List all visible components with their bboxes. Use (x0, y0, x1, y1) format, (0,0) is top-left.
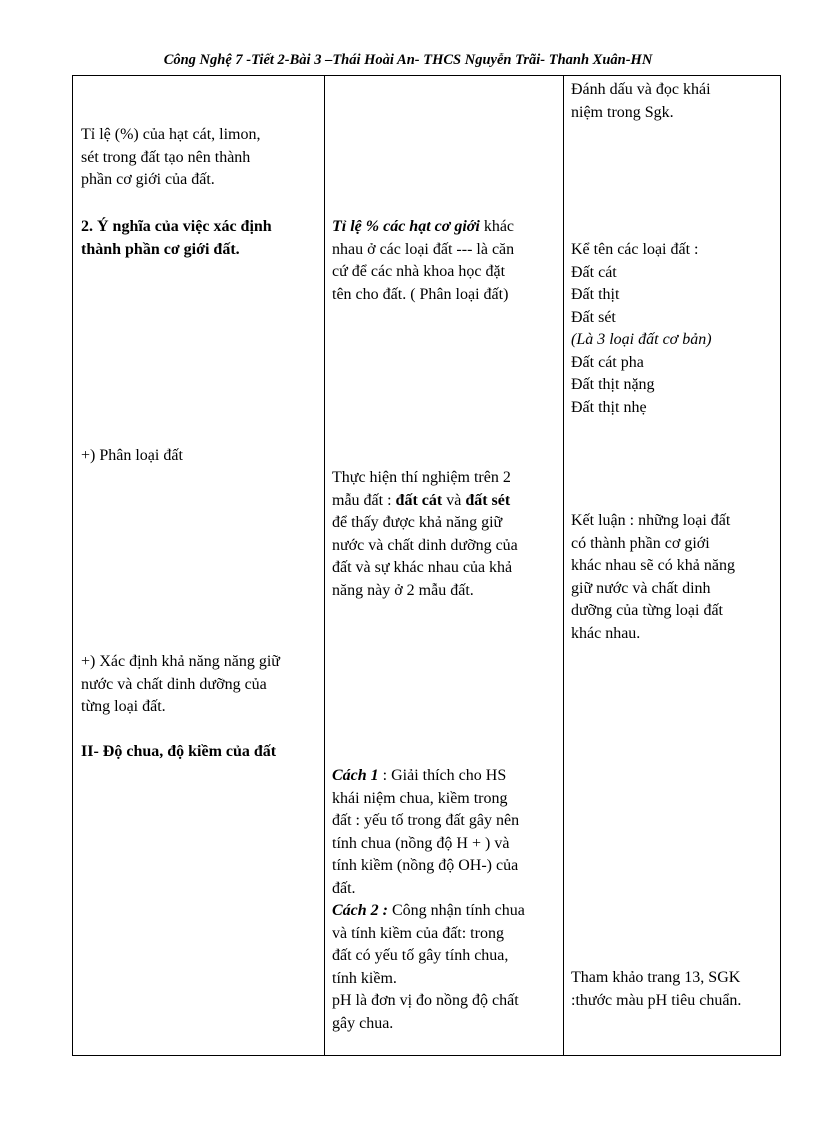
list-item: Đất sét (571, 308, 616, 326)
ratio-text: Tỉ lệ (%) của hạt cát, limon, sét trong đất tạo nên thành phần cơ giới của đất. (81, 126, 261, 188)
capacity-item: +) Xác định khả năng năng giữ nước và chất dinh dưỡng của từng loại đất. (81, 653, 280, 715)
list-item: Đất thịt (571, 286, 620, 303)
column-divider-2 (563, 76, 564, 1055)
page-header: Công Nghệ 7 -Tiết 2-Bài 3 –Thái Hoài An- THCS Nguyễn Trãi- Thanh Xuân-HN (163, 52, 653, 68)
ratio-bold-term: Tỉ lệ % các hạt cơ giới (332, 218, 480, 235)
ratio-explanation: Tỉ lệ % các hạt cơ giới khác nhau ở các loại đất --- là căn cứ để các nhà khoa học đặt tên cho đất. ( Phân loại đất) (332, 218, 515, 303)
reference-text: Tham khảo trang 13, SGK :thước màu pH tiêu chuẩn. (571, 969, 742, 1009)
lesson-table (72, 75, 781, 1056)
column-divider-1 (324, 76, 325, 1055)
mark-concept-text: Đánh dấu và đọc khái niệm trong Sgk. (571, 81, 711, 121)
list-item: Đất cát pha (571, 353, 644, 371)
section-2-title: 2. Ý nghĩa của việc xác định thành phần cơ giới đất. (81, 218, 272, 258)
experiment-text: Thực hiện thí nghiệm trên 2 mẫu đất : đất cát và đất sét để thấy được khả năng giữ nước và chất dinh dưỡng của đất và sự khác nhau của khả năng này ở 2 mẫu đất. (332, 469, 518, 599)
method-1-label: Cách 1 (332, 767, 379, 784)
soil-types-list: Kể tên các loại đất : Đất cát Đất thịt Đất sét (Là 3 loại đất cơ bản) Đất cát pha Đất thịt nặng Đất thịt nhẹ (571, 239, 777, 419)
basic-soils-note: (Là 3 loại đất cơ bản) (571, 331, 712, 348)
list-item: Đất cát (571, 263, 617, 281)
method-1-text: Cách 1 : Giải thích cho HS khái niệm chua, kiềm trong đất : yếu tố trong đất gây nên tính chua (nồng độ H + ) và tính kiềm (nồng độ OH-) của đất. (332, 767, 520, 897)
list-item: Đất thịt nặng (571, 376, 655, 393)
section-ii-title: II- Độ chua, độ kiềm của đất (81, 743, 277, 760)
method-2-label: Cách 2 : (332, 902, 388, 919)
conclusion-text: Kết luận : những loại đất có thành phần cơ giới khác nhau sẽ có khả năng giữ nước và chất dinh dưỡng của từng loại đất khác nhau. (571, 512, 735, 642)
classify-soil-item: +) Phân loại đất (81, 447, 183, 464)
list-item: Đất thịt nhẹ (571, 398, 647, 416)
method-2-text: Cách 2 : Công nhận tính chua và tính kiềm của đất: trong đất có yếu tố gây tính chua, tính kiềm. pH là đơn vị đo nồng độ chất gây chua. (332, 902, 525, 1032)
